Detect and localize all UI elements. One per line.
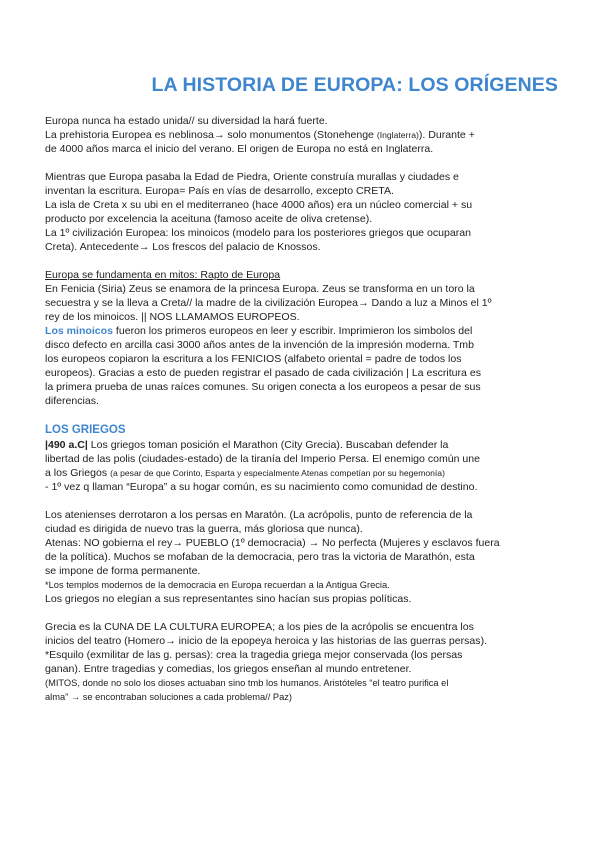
text-line: inicios del teatro (Homero→ inicio de la epopeya heroica y las historias de las guerras persas). — [45, 635, 488, 647]
text-line: inventan la escritura. Europa= País en vías de desarrollo, excepto CRETA. — [45, 185, 394, 197]
text-span-small: (a pesar de que Corinto, Esparta y especialmente Atenas competían por su hegemonía) — [110, 468, 445, 478]
spacer — [45, 254, 561, 268]
spacer — [45, 494, 561, 508]
text-line — [45, 466, 561, 480]
text-line: Mientras que Europa pasaba la Edad de Piedra, Oriente construía murallas y ciudades e — [45, 171, 459, 183]
text-line: libertad de las polis (ciudades-estado) de la tiranía del Imperio Persa. El enemigo común une — [45, 453, 481, 465]
minoicos-highlight: Los minoicos — [45, 325, 113, 337]
text-line: Europa nunca ha estado unida// su diversidad la hará fuerte. — [45, 115, 328, 127]
text-line: de la política). Muchos se mofaban de la democracia, pero tras la victoria de Marathón, esta — [45, 551, 475, 563]
text-span: Los griegos toman posición el Marathon (City Grecia). Buscaban defender la — [87, 439, 449, 451]
text-line — [45, 324, 561, 338]
text-span: ). Durante + — [418, 129, 475, 141]
date-label: |490 a.C| — [45, 439, 88, 451]
mitos-paragraph — [45, 268, 561, 408]
text-span: La prehistoria Europea es neblinosa→ solo monumentos (Stonehenge — [45, 129, 377, 141]
spacer — [45, 408, 561, 422]
text-line: diferencias. — [45, 395, 99, 407]
text-line — [45, 128, 561, 142]
text-line: ganan). Entre tragedias y comedias, los griegos enseñan al mundo entretener. — [45, 663, 412, 675]
text-line: de 4000 años marca el inicio del verano. El origen de Europa no está en Inglaterra. — [45, 143, 434, 155]
text-line: Los griegos no elegían a sus representantes sino hacían sus propias políticas. — [45, 593, 412, 605]
text-span: a los Griegos — [45, 467, 111, 479]
text-line — [45, 438, 561, 452]
creta-paragraph — [45, 170, 561, 254]
document-body — [45, 114, 561, 704]
cultura-paragraph — [45, 620, 561, 704]
text-line: Atenas: NO gobierna el rey→ PUEBLO (1º democracia) → No perfecta (Mujeres y esclavos fuera — [45, 537, 500, 549]
text-span: fueron los primeros europeos en leer y escribir. Imprimieron los simbolos del — [112, 325, 473, 337]
text-line: En Fenicia (Siria) Zeus se enamora de la princesa Europa. Zeus se transforma en un toro la — [45, 283, 475, 295]
text-line: Creta). Antecedente→ Los frescos del palacio de Knossos. — [45, 241, 321, 253]
page-title: LA HISTORIA DE EUROPA: LOS ORÍGENES — [151, 74, 558, 96]
spacer — [45, 606, 561, 620]
text-line: ciudad es dirigida de nuevo tras la guerra, más gloriosa que nunca). — [45, 523, 363, 535]
text-line: secuestra y se la lleva a Creta// la madre de la civilización Europea→ Dando a luz a Minos el 1º — [45, 297, 492, 309]
text-line: - 1º vez q llaman “Europa” a su hogar común, es su nacimiento como comunidad de destino. — [45, 481, 478, 493]
atenas-paragraph — [45, 508, 561, 606]
text-line: *Esquilo (exmilitar de las g. persas): crea la tragedia griega mejor conservada (los persas — [45, 649, 463, 661]
text-line: La isla de Creta x su ubi en el mediterraneo (hace 4000 años) era un núcleo comercial + su — [45, 199, 473, 211]
text-line: europeos). Gracias a esto de pueden registrar el pasado de cada civilización | La escritura es — [45, 367, 481, 379]
footnote-line: alma” → se encontraban soluciones a cada problema// Paz) — [45, 692, 293, 702]
intro-paragraph — [45, 114, 561, 156]
footnote-line: *Los templos modernos de la democracia en Europa recuerdan a la Antigua Grecia. — [45, 580, 390, 590]
text-span-small: (Inglaterra) — [376, 130, 419, 140]
text-line: Grecia es la CUNA DE LA CULTURA EUROPEA; a los pies de la acrópolis se encuentra los — [45, 621, 474, 633]
text-line: producto por excelencia la aceituna (famoso aceite de oliva cretense). — [45, 213, 373, 225]
section-subheading: Europa se fundamenta en mitos: Rapto de Europa — [45, 269, 281, 281]
text-line: los europeos copiaron la escritura a los FENICIOS (alfabeto oriental = padre de todos los — [45, 353, 462, 365]
text-line: La 1º civilización Europea: los minoicos (modelo para los posteriores griegos que ocuparan — [45, 227, 471, 239]
text-line: la primera prueba de unas raíces comunes. Su origen conecta a los europeos a pesar de sus — [45, 381, 481, 393]
text-line: rey de los minoicos. || NOS LLAMAMOS EUROPEOS. — [45, 311, 300, 323]
text-line: disco defecto en arcilla casi 3000 años antes de la invención de la impresión moderna. Tmb — [45, 339, 474, 351]
text-line: Los atenienses derrotaron a los persas en Maratón. (La acrópolis, punto de referencia de la — [45, 509, 473, 521]
spacer — [45, 156, 561, 170]
text-line: se impone de forma permanente. — [45, 565, 201, 577]
section-heading: LOS GRIEGOS — [45, 424, 126, 436]
footnote-line: (MITOS, donde no solo los dioses actuaban sino tmb los humanos. Aristóteles “el teatro purifica el — [45, 678, 449, 688]
griegos-section — [45, 422, 561, 494]
